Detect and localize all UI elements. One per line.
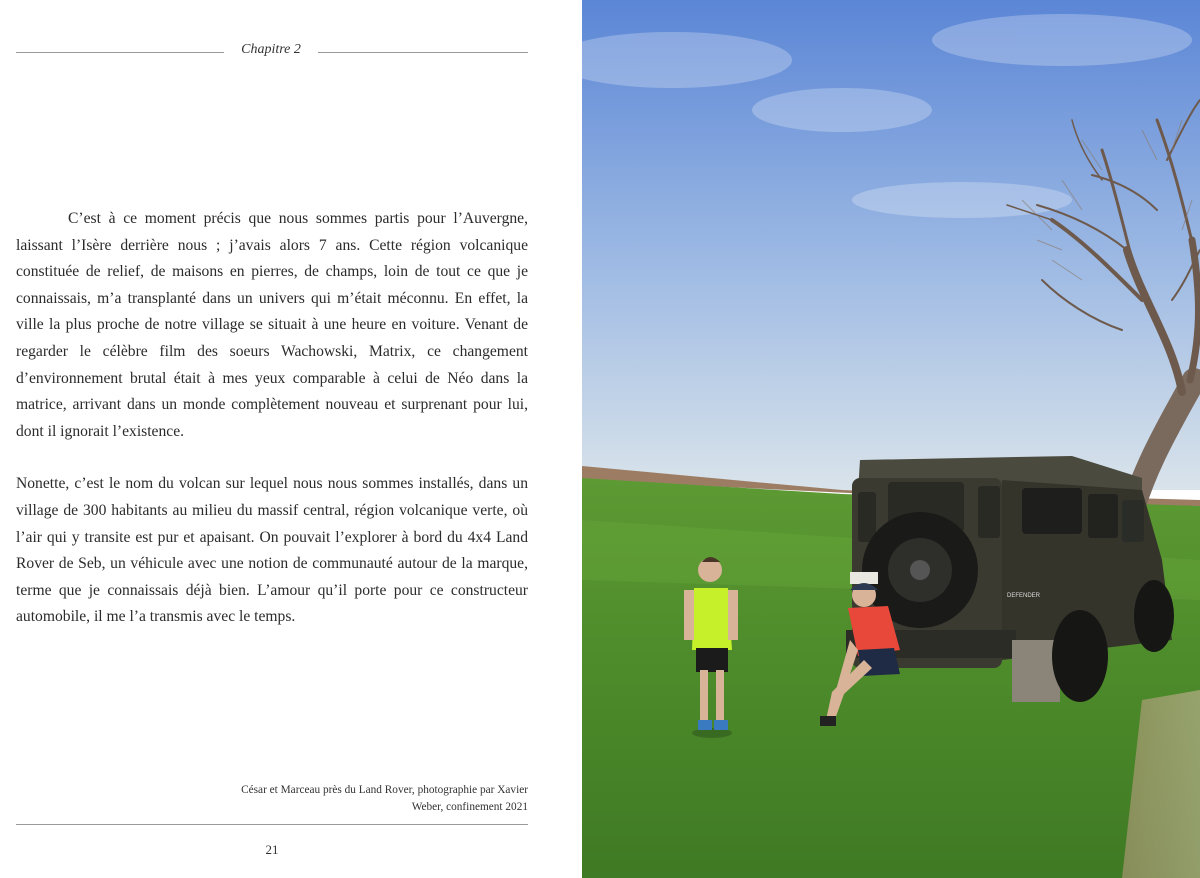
chapter-header <box>16 42 528 64</box>
photo-caption <box>168 782 528 816</box>
spare-wheel-label: DEFENDER <box>1007 593 1041 599</box>
caption-line-1: César et Marceau près du Land Rover, photographie par Xavier <box>241 784 528 796</box>
paragraph-2: Nonette, c’est le nom du volcan sur lequel nous nous sommes installés, dans un village de 300 habitants au milieu du massif central, région volcanique verte, où l’air qui y transite est pur et apaisant. On pouvait l’explorer à bord du 4x4 Land Rover de Seb, un véhicule avec une notion de communauté autour de la marque, terme que je connaissais déjà bien. L’amour qu’il porte pour ce constructeur automobile, il me l’a transmis avec le temps. <box>16 475 528 626</box>
header-rule-right <box>318 52 528 53</box>
caption-line-2: Weber, confinement 2021 <box>411 801 528 813</box>
left-page <box>0 0 582 878</box>
header-rule-left <box>16 52 224 53</box>
photograph <box>582 0 1200 878</box>
body-text <box>16 206 528 631</box>
photo-page <box>582 0 1200 878</box>
chapter-title: Chapitre 2 <box>241 42 301 57</box>
page-number: 21 <box>265 842 279 857</box>
paragraph-1: C’est à ce moment précis que nous sommes partis pour l’Auvergne, laissant l’Isère derrière nous ; j’avais alors 7 ans. Cette région volcanique constituée de relief, de maisons en pierres, de champs, loin de tout ce que je connaissais, m’a transplanté dans un univers qui m’était méconnu. En effet, la ville la plus proche de notre village se situait à une heure en voiture. Venant de regarder le célèbre film des soeurs Wachowski, Matrix, ce changement d’environnement brutal était à mes yeux comparable à celui de Néo dans la matrice, arrivant dans un monde complètement nouveau et surprenant pour lui, dont il ignorait l’existence. <box>16 210 528 440</box>
footer-rule <box>16 824 528 825</box>
